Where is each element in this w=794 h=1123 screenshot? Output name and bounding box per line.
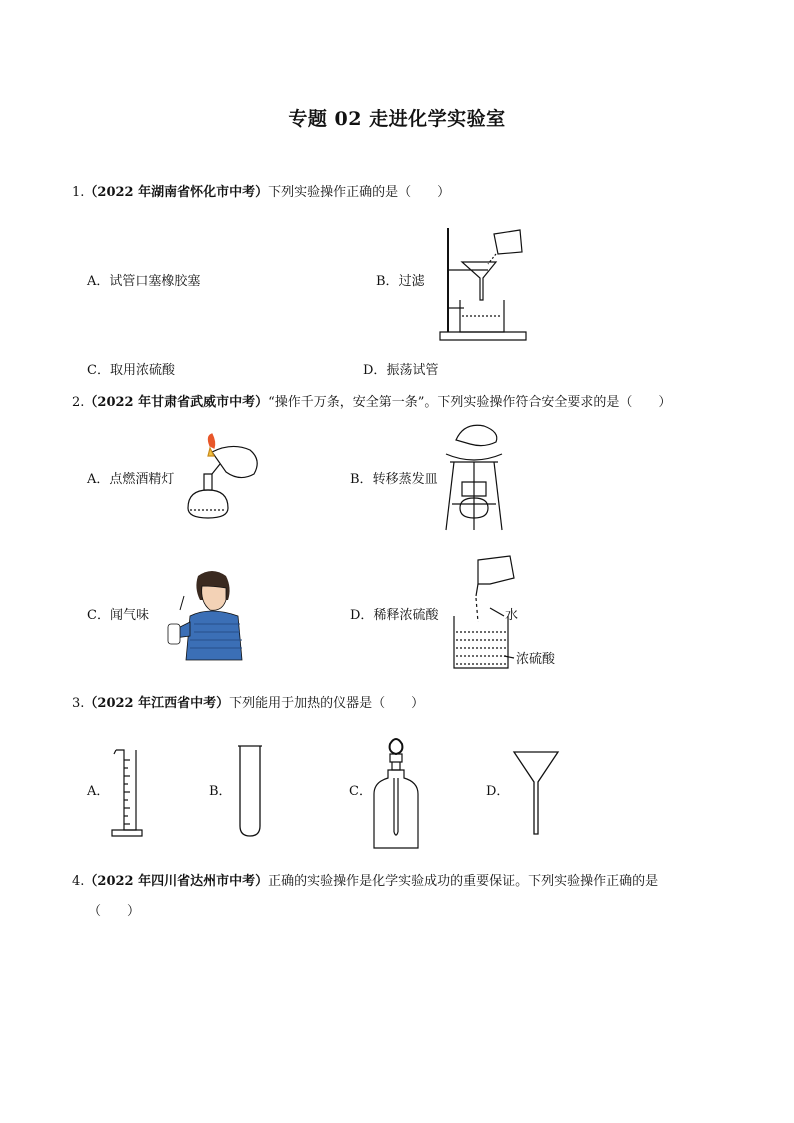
question-source: （2022 年江西省中考） [84, 696, 230, 711]
q3-option-b[interactable]: B． [209, 784, 232, 799]
q2-option-a[interactable]: A．点燃酒精灯 [87, 472, 175, 487]
q1-option-c[interactable]: C．取用浓硫酸 [87, 363, 175, 378]
question-source: （2022 年甘肃省武威市中考） [84, 395, 269, 410]
graduated-cylinder-icon [110, 746, 144, 838]
question-3 [72, 695, 424, 713]
question-stem: 正确的实验操作是化学实验成功的重要保证。下列实验操作正确的是 [268, 874, 659, 889]
q3-option-c[interactable]: C． [349, 784, 372, 799]
q3-option-d[interactable]: D． [486, 784, 510, 799]
question-number: 4. [72, 874, 85, 889]
q2-option-c[interactable]: C．闻气味 [87, 608, 149, 623]
q2-option-d[interactable]: D．稀释浓硫酸 [350, 608, 439, 623]
q2-option-b[interactable]: B．转移蒸发皿 [350, 472, 438, 487]
question-source: （2022 年四川省达州市中考） [84, 874, 269, 889]
alcohol-lamp-figure [176, 434, 272, 526]
question-number: 2. [72, 395, 85, 410]
question-stem: 下列能用于加热的仪器是（ ） [229, 696, 425, 711]
question-2 [72, 394, 671, 412]
question-stem: “操作千万条，安全第一条”。下列实验操作符合安全要求的是（ ） [268, 395, 672, 410]
smelling-figure [160, 566, 250, 662]
water-label: 水 [505, 608, 519, 623]
page-title: 专题 02 走进化学实验室 [288, 108, 506, 130]
test-tube-icon [238, 744, 262, 838]
question-number: 3. [72, 696, 85, 711]
q1-option-d[interactable]: D．振荡试管 [363, 363, 439, 378]
funnel-icon [512, 750, 560, 836]
question-1 [72, 184, 450, 202]
question-stem: 下列实验操作正确的是（ ） [268, 185, 451, 200]
question-4 [72, 873, 658, 891]
acid-label: 浓硫酸 [516, 652, 556, 667]
q1-option-a[interactable]: A．试管口塞橡胶塞 [87, 274, 201, 289]
question-4-blank: （ ） [88, 904, 141, 919]
q3-option-a[interactable]: A． [87, 784, 110, 799]
q1-option-b[interactable]: B．过滤 [376, 274, 425, 289]
question-source: （2022 年湖南省怀化市中考） [84, 185, 269, 200]
dropper-bottle-icon [370, 734, 422, 852]
evaporating-dish-figure [440, 418, 508, 534]
question-number: 1. [72, 185, 85, 200]
filtration-figure [436, 220, 532, 344]
